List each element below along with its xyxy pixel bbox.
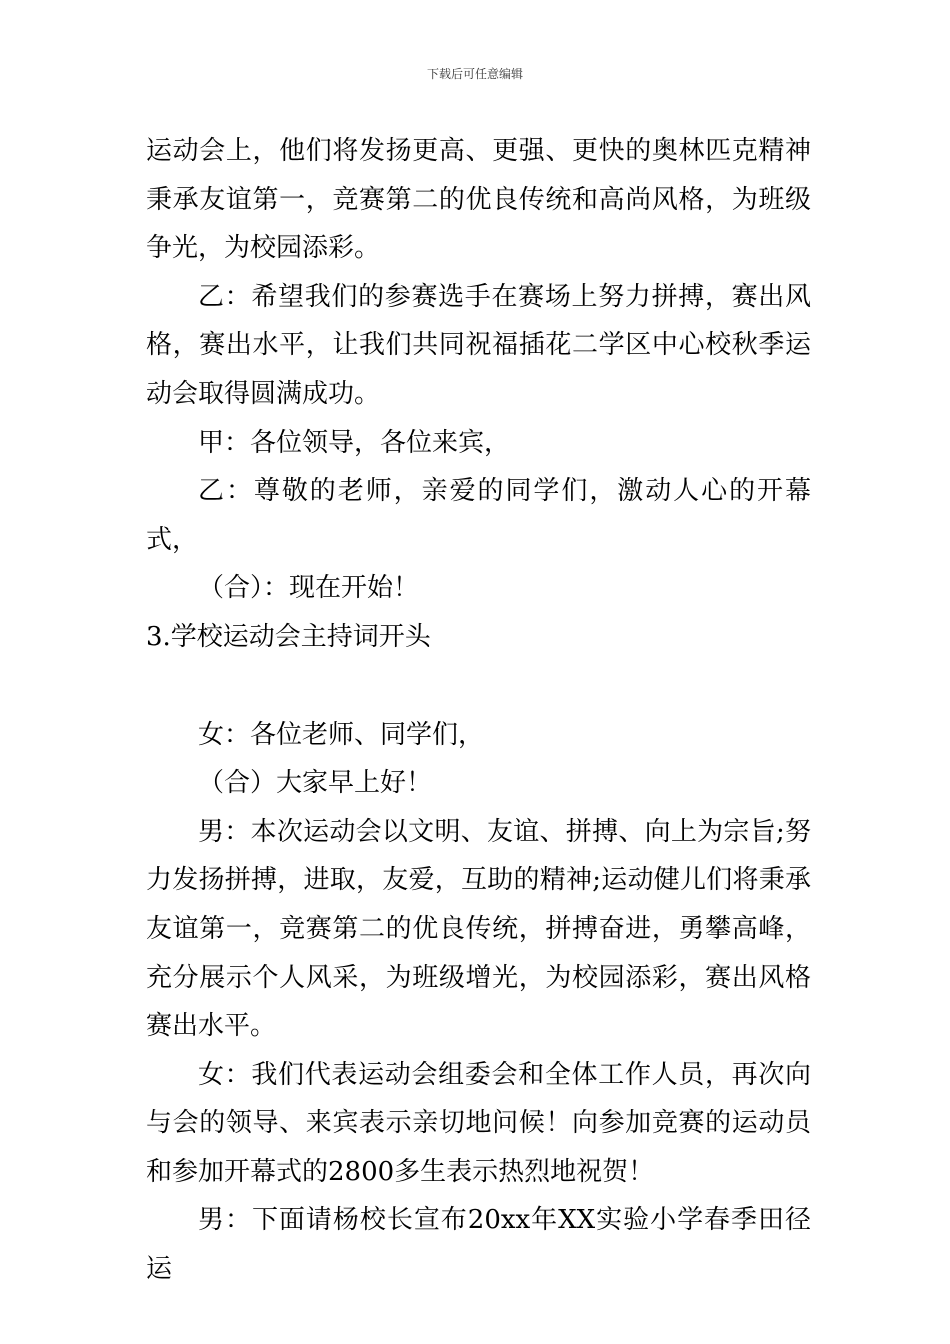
document-body [146,127,811,1294]
paragraph-continuation: 运动会上，他们将发扬更高、更强、更快的奥林匹克精神秉承友谊第一，竞赛第二的优良传统和高尚风格，为班级争光，为校园添彩。 [146,136,811,264]
paragraph-jia-greeting: 甲：各位领导，各位来宾， [198,427,511,458]
paragraph-yi-hope: 乙：希望我们的参赛选手在赛场上努力拼搏，赛出风格，赛出水平，让我们共同祝福插花二学区中心校秋季运动会取得圆满成功。 [146,281,811,409]
paragraph-female-greeting: 女：各位老师、同学们， [198,719,485,750]
section-heading: 3.学校运动会主持词开头 [146,621,431,652]
paragraph-male-announce: 男：下面请杨校长宣布20xx年XX实验小学春季田径运 [146,1205,811,1285]
paragraph-female-regards: 女：我们代表运动会组委会和全体工作人员，再次向与会的领导、来宾表示亲切地问候！向参加竞赛的运动员和参加开幕式的2800多生表示热烈地祝贺！ [146,1059,811,1187]
paragraph-male-purpose: 男：本次运动会以文明、友谊、拼搏、向上为宗旨;努力发扬拼搏，进取，友爱，互助的精神;运动健儿们将秉承友谊第一，竞赛第二的优良传统，拼搏奋进，勇攀高峰，充分展示个人风采，为班级增光，为校园添彩，赛出风格赛出水平。 [146,816,811,1042]
page-header: 下载后可任意编辑 [426,67,523,81]
paragraph-together-start: （合）：现在开始！ [198,573,420,604]
paragraph-together-morning: （合）大家早上好！ [198,768,433,799]
paragraph-yi-greeting: 乙：尊敬的老师，亲爱的同学们，激动人心的开幕式， [146,476,811,555]
blank-line [146,662,811,711]
